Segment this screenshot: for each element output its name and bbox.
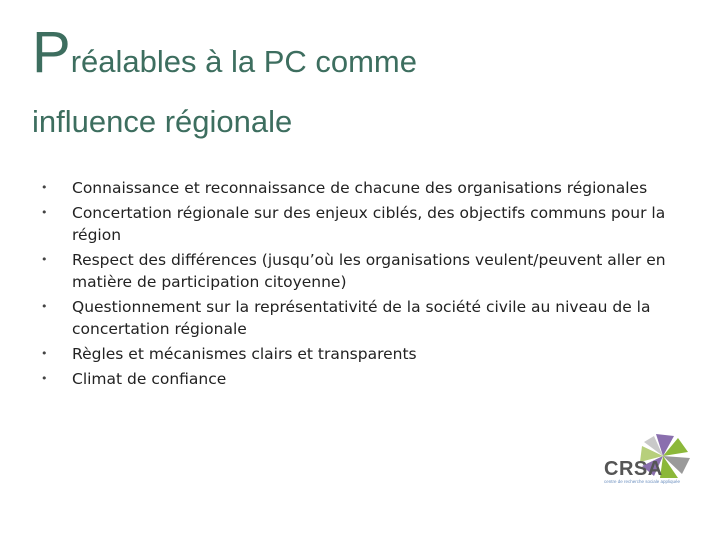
title-initial-letter: P <box>32 20 71 85</box>
bullet-item: • Respect des différences (jusqu’où les organisations veulent/peuvent aller en matière de participation citoyenne) <box>40 249 700 293</box>
logo-wordmark: CRSA <box>604 458 663 480</box>
title-line1-text: réalables à la PC comme <box>70 44 418 79</box>
logo-tagline: centre de recherche sociale appliquée <box>604 479 681 484</box>
bullet-item: • Connaissance et reconnaissance de chacune des organisations régionales <box>40 177 700 199</box>
slide-title-line1 <box>32 20 418 85</box>
bullet-item: • Questionnement sur la représentativité de la société civile au niveau de la concertation régionale <box>40 296 700 340</box>
crsa-logo <box>598 432 698 492</box>
slide-title-line2: influence régionale <box>32 104 293 139</box>
bullet-list <box>40 177 700 393</box>
bullet-item: • Concertation régionale sur des enjeux ciblés, des objectifs communs pour la région <box>40 202 700 246</box>
bullet-item: • Règles et mécanismes clairs et transparents <box>40 343 700 365</box>
bullet-item: • Climat de confiance <box>40 368 700 390</box>
